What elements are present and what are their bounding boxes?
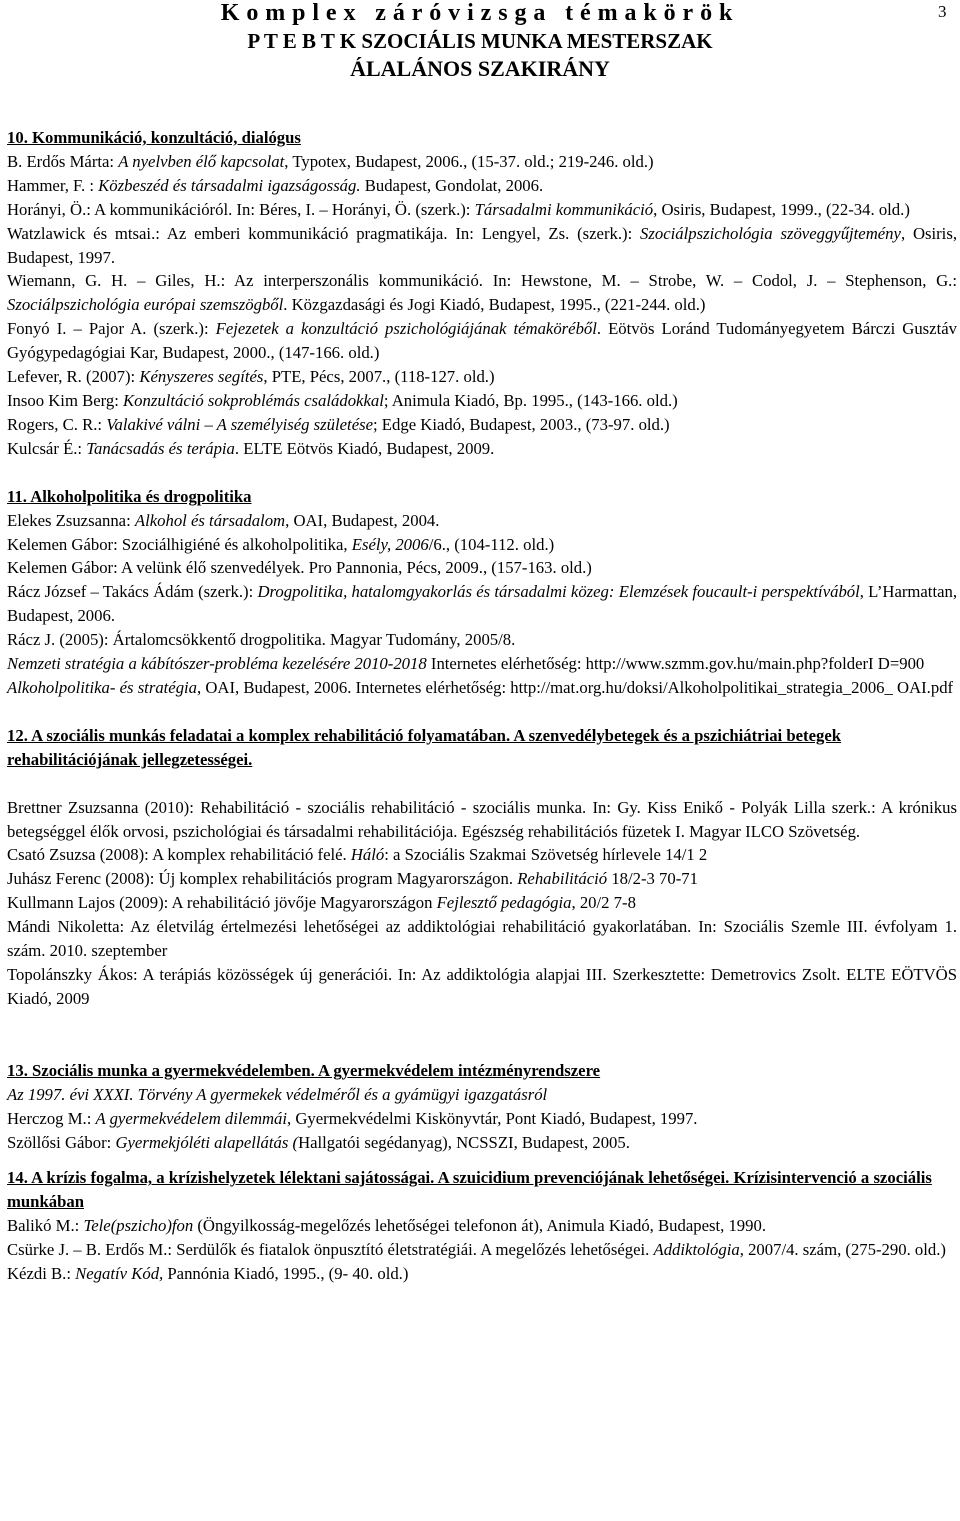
reference-list [7,509,957,700]
reference-entry: Kézdi B.: Negatív Kód, Pannónia Kiadó, 1995., (9- 40. old.) [7,1264,409,1284]
reference-entry: Szöllősi Gábor: Gyermekjóléti alapellátás (Hallgatói segédanyag), NCSSZI, Budapest, 2005. [7,1132,630,1152]
reference-list [7,1214,957,1286]
reference-list [7,796,957,1011]
reference-entry: Nemzeti stratégia a kábítószer-probléma kezelésére 2010-2018 Internetes elérhetőség: http://www.szmm.gov.hu/main.php?folderI D=900 [7,654,925,674]
reference-entry: Insoo Kim Berg: Konzultáció sokproblémás családokkal; Animula Kiadó, Bp. 1995., (143-166. old.) [7,390,678,410]
reference-entry: Herczog M.: A gyermekvédelem dilemmái, Gyermekvédelmi Kiskönyvtár, Pont Kiadó, Budapest, 1997. [7,1108,698,1128]
reference-entry: Rogers, C. R.: Valakivé válni – A személyiség születése; Edge Kiadó, Budapest, 2003., (73-97. old.) [7,414,670,434]
header-specialization: ÁLALÁNOS SZAKIRÁNY [350,56,610,81]
reference-entry: Balikó M.: Tele(pszicho)fon (Öngyilkosság-megelőzés lehetőségei telefonon át), Animula Kiadó, Budapest, 1990. [7,1216,767,1236]
section-14 [7,1166,957,1286]
reference-entry: Mándi Nikoletta: Az életvilág értelmezési lehetőségei az addiktológiai rehabilitáció gyakorlatában. In: Szociális Szemle III. évfolyam 1. szám. 2010. szeptember [7,917,957,961]
reference-entry: Juhász Ferenc (2008): Új komplex rehabilitációs program Magyarországon. Rehabilitáció 18/2-3 70-71 [7,869,698,889]
reference-entry: Horányi, Ö.: A kommunikációról. In: Béres, I. – Horányi, Ö. (szerk.): Társadalmi kommunikáció, Osiris, Budapest, 1999., (22-34. old.) [7,199,910,219]
section-title: 11. Alkoholpolitika és drogpolitika [7,486,252,506]
section-title: 13. Szociális munka a gyermekvédelemben. A gyermekvédelem intézményrendszere [7,1060,601,1080]
reference-list [7,1083,957,1155]
section-12 [7,724,957,1011]
reference-entry: Kelemen Gábor: Szociálhigiéné és alkoholpolitika, Esély, 2006/6., (104-112. old.) [7,534,555,554]
reference-entry: Lefever, R. (2007): Kényszeres segítés, PTE, Pécs, 2007., (118-127. old.) [7,367,495,387]
reference-entry: Elekes Zsuzsanna: Alkohol és társadalom, OAI, Budapest, 2004. [7,510,440,530]
reference-entry: Alkoholpolitika- és stratégia, OAI, Budapest, 2006. Internetes elérhetőség: http://mat.org.hu/doksi/Alkoholpolitikai_strategia_2006_ OAI.pdf [7,677,954,697]
reference-entry: Fonyó I. – Pajor A. (szerk.): Fejezetek a konzultáció pszichológiájának témaköréből. Eötvös Loránd Tudományegyetem Bárczi Gusztáv Gyógypedagógiai Kar, Budapest, 2000., (147-166. old.) [7,319,957,363]
reference-entry: Brettner Zsuzsanna (2010): Rehabilitáció - szociális rehabilitáció - szociális munka. In: Gy. Kiss Enikő - Polyák Lilla szerk.: A krónikus betegséggel élők orvosi, pszichológiai és társadalmi rehabilitációja. Egészség rehabilitációs füzetek I. Magyar ILCO Szövetség. [7,797,957,841]
reference-entry: B. Erdős Márta: A nyelvben élő kapcsolat, Typotex, Budapest, 2006., (15-37. old.; 219-246. old.) [7,151,654,171]
section-title: 12. A szociális munkás feladatai a komplex rehabilitáció folyamatában. A szenvedélybetegek és a pszichiátriai betegek rehabilitációjának jellegzetességei. [7,725,842,769]
reference-entry: Hammer, F. : Közbeszéd és társadalmi igazságosság. Budapest, Gondolat, 2006. [7,175,544,195]
document-body [7,126,957,1286]
reference-entry: Csató Zsuzsa (2008): A komplex rehabilitáció felé. Háló: a Szociális Szakmai Szövetség hírlevele 14/1 2 [7,845,708,865]
header-subtitle: P T E B T K SZOCIÁLIS MUNKA MESTERSZAK [247,29,713,53]
reference-entry: Rácz József – Takács Ádám (szerk.): Drogpolitika, hatalomgyakorlás és társadalmi közeg: Elemzések foucault-i perspektívából, L’Harmattan, Budapest, 2006. [7,582,957,626]
reference-entry: Csürke J. – B. Erdős M.: Serdülők és fiatalok önpusztító életstratégiái. A megelőzés lehetőségei. Addiktológia, 2007/4. szám, (275-290. old.) [7,1240,946,1260]
section-11 [7,485,957,700]
page-number: 3 [938,2,947,21]
reference-entry: Kulcsár É.: Tanácsadás és terápia. ELTE Eötvös Kiadó, Budapest, 2009. [7,438,495,458]
reference-entry: Topolánszky Ákos: A terápiás közösségek új generációi. In: Az addiktológia alapjai III. Szerkesztette: Demetrovics Zsolt. ELTE EÖTVÖS Kiadó, 2009 [7,965,957,1008]
section-13 [7,1059,957,1155]
reference-entry: Wiemann, G. H. – Giles, H.: Az interperszonális kommunikáció. In: Hewstone, M. – Strobe, W. – Codol, J. – Stephenson, G.: Szociálpszichológia európai szemszögből. Közgazdasági és Jogi Kiadó, Budapest, 1995., (221-244. old.) [7,271,957,315]
section-title: 14. A krízis fogalma, a krízishelyzetek lélektani sajátosságai. A szuicidium prevenciójának lehetőségei. Krízisintervenció a szociális munkában [7,1168,932,1212]
reference-entry: Az 1997. évi XXXI. Törvény A gyermekek védelméről és a gyámügyi igazgatásról [7,1084,548,1104]
section-10 [7,126,957,461]
reference-list [7,150,957,461]
reference-entry: Kullmann Lajos (2009): A rehabilitáció jövője Magyarországon Fejlesztő pedagógia, 20/2 7-8 [7,893,636,913]
section-title: 10. Kommunikáció, konzultáció, dialógus [7,128,301,147]
reference-entry: Rácz J. (2005): Ártalomcsökkentő drogpolitika. Magyar Tudomány, 2005/8. [7,630,516,650]
reference-entry: Watzlawick és mtsai.: Az emberi kommunikáció pragmatikája. In: Lengyel, Zs. (szerk.): Szociálpszichológia szöveggyűjtemény, Osiris, Budapest, 1997. [7,223,957,267]
header-title: Komplex záróvizsga témakörök [220,0,740,26]
reference-entry: Kelemen Gábor: A velünk élő szenvedélyek. Pro Pannonia, Pécs, 2009., (157-163. old.) [7,558,592,578]
